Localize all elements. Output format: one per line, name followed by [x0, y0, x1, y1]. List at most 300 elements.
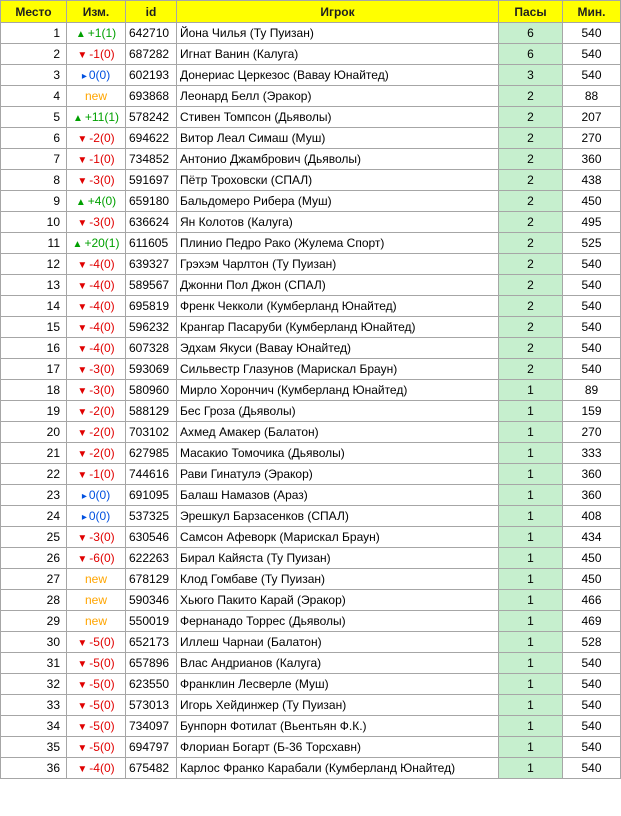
- passes-cell[interactable]: 1: [499, 548, 563, 569]
- place-cell[interactable]: 28: [1, 590, 67, 611]
- change-cell[interactable]: [67, 275, 126, 296]
- passes-cell[interactable]: 2: [499, 233, 563, 254]
- table-row: [1, 233, 621, 254]
- table-row: [1, 506, 621, 527]
- passes-cell[interactable]: 1: [499, 485, 563, 506]
- change-value: new: [84, 572, 107, 586]
- arrow-down-icon: ▼: [77, 218, 88, 229]
- change-value: +1(1): [87, 26, 117, 40]
- table-row: [1, 548, 621, 569]
- passes-cell[interactable]: 1: [499, 569, 563, 590]
- passes-cell[interactable]: 1: [499, 401, 563, 422]
- player-cell[interactable]: Карлос Франко Карабали (Кумберланд Юнайтед): [177, 758, 499, 779]
- player-cell[interactable]: Эрешкул Барзасенков (СПАЛ): [177, 506, 499, 527]
- change-cell[interactable]: [67, 653, 126, 674]
- change-cell[interactable]: [67, 317, 126, 338]
- place-cell[interactable]: 35: [1, 737, 67, 758]
- change-cell[interactable]: [67, 569, 126, 590]
- place-cell[interactable]: 25: [1, 527, 67, 548]
- change-cell[interactable]: [67, 191, 126, 212]
- change-cell[interactable]: [67, 23, 126, 44]
- place-cell[interactable]: 19: [1, 401, 67, 422]
- arrow-down-icon: ▼: [77, 764, 88, 775]
- id-cell[interactable]: 622263: [126, 548, 177, 569]
- change-cell[interactable]: [67, 611, 126, 632]
- minutes-cell[interactable]: 540: [563, 296, 621, 317]
- place-cell[interactable]: 5: [1, 107, 67, 128]
- passes-cell[interactable]: 6: [499, 23, 563, 44]
- minutes-cell[interactable]: 438: [563, 170, 621, 191]
- place-cell[interactable]: 11: [1, 233, 67, 254]
- minutes-cell[interactable]: 360: [563, 485, 621, 506]
- place-cell[interactable]: 6: [1, 128, 67, 149]
- player-cell[interactable]: Сильвестр Глазунов (Марискал Браун): [177, 359, 499, 380]
- id-cell[interactable]: 550019: [126, 611, 177, 632]
- minutes-cell[interactable]: 540: [563, 653, 621, 674]
- table-row: [1, 107, 621, 128]
- change-value: new: [84, 593, 107, 607]
- change-value: +20(1): [84, 236, 120, 250]
- passes-cell[interactable]: 2: [499, 254, 563, 275]
- table-row: [1, 65, 621, 86]
- id-cell[interactable]: 588129: [126, 401, 177, 422]
- player-cell[interactable]: Игнат Ванин (Калуга): [177, 44, 499, 65]
- table-row: [1, 737, 621, 758]
- id-cell[interactable]: 695819: [126, 296, 177, 317]
- player-cell[interactable]: Бальдомеро Рибера (Муш): [177, 191, 499, 212]
- player-cell[interactable]: Плинио Педро Рако (Жулема Спорт): [177, 233, 499, 254]
- arrow-down-icon: ▼: [77, 407, 88, 418]
- change-value: -5(0): [89, 656, 115, 670]
- player-cell[interactable]: Стивен Томпсон (Дьяволы): [177, 107, 499, 128]
- header-change[interactable]: Изм.: [67, 1, 126, 23]
- minutes-cell[interactable]: 88: [563, 86, 621, 107]
- table-row: [1, 380, 621, 401]
- change-cell[interactable]: [67, 338, 126, 359]
- place-cell[interactable]: 2: [1, 44, 67, 65]
- change-value: -2(0): [89, 446, 115, 460]
- arrow-right-icon: ▸: [81, 512, 87, 523]
- table-row: [1, 590, 621, 611]
- minutes-cell[interactable]: 360: [563, 464, 621, 485]
- arrow-down-icon: ▼: [77, 701, 88, 712]
- arrow-down-icon: ▼: [77, 743, 88, 754]
- passes-cell[interactable]: 1: [499, 737, 563, 758]
- minutes-cell[interactable]: 540: [563, 695, 621, 716]
- change-value: -5(0): [89, 635, 115, 649]
- place-cell[interactable]: 29: [1, 611, 67, 632]
- change-value: +4(0): [87, 194, 117, 208]
- change-value: -2(0): [89, 131, 115, 145]
- change-cell[interactable]: [67, 107, 126, 128]
- minutes-cell[interactable]: 333: [563, 443, 621, 464]
- minutes-cell[interactable]: 540: [563, 758, 621, 779]
- passes-cell[interactable]: 1: [499, 422, 563, 443]
- minutes-cell[interactable]: 540: [563, 359, 621, 380]
- table-row: [1, 632, 621, 653]
- header-place[interactable]: Место: [1, 1, 67, 23]
- id-cell[interactable]: 596232: [126, 317, 177, 338]
- minutes-cell[interactable]: 528: [563, 632, 621, 653]
- player-cell[interactable]: Френк Чекколи (Кумберланд Юнайтед): [177, 296, 499, 317]
- minutes-cell[interactable]: 360: [563, 149, 621, 170]
- player-cell[interactable]: Антонио Джамбрович (Дьяволы): [177, 149, 499, 170]
- arrow-down-icon: ▼: [77, 302, 88, 313]
- place-cell[interactable]: 10: [1, 212, 67, 233]
- change-cell[interactable]: [67, 695, 126, 716]
- id-cell[interactable]: 694797: [126, 737, 177, 758]
- passes-cell[interactable]: 2: [499, 338, 563, 359]
- player-cell[interactable]: Ян Колотов (Калуга): [177, 212, 499, 233]
- player-cell[interactable]: Мирло Хорончич (Кумберланд Юнайтед): [177, 380, 499, 401]
- id-cell[interactable]: 687282: [126, 44, 177, 65]
- place-cell[interactable]: 33: [1, 695, 67, 716]
- id-cell[interactable]: 607328: [126, 338, 177, 359]
- id-cell[interactable]: 693868: [126, 86, 177, 107]
- passes-cell[interactable]: 1: [499, 716, 563, 737]
- minutes-cell[interactable]: 525: [563, 233, 621, 254]
- change-value: -3(0): [89, 530, 115, 544]
- table-row: [1, 212, 621, 233]
- table-row: [1, 716, 621, 737]
- table-row: [1, 359, 621, 380]
- table-row: [1, 485, 621, 506]
- arrow-down-icon: ▼: [77, 134, 88, 145]
- minutes-cell[interactable]: 270: [563, 422, 621, 443]
- player-cell[interactable]: Клод Гомбаве (Ту Пуизан): [177, 569, 499, 590]
- change-cell[interactable]: [67, 758, 126, 779]
- change-cell[interactable]: [67, 359, 126, 380]
- table-row: [1, 527, 621, 548]
- player-cell[interactable]: Крангар Пасаруби (Кумберланд Юнайтед): [177, 317, 499, 338]
- change-cell[interactable]: [67, 170, 126, 191]
- table-row: [1, 443, 621, 464]
- id-cell[interactable]: 675482: [126, 758, 177, 779]
- table-row: [1, 149, 621, 170]
- passes-cell[interactable]: 1: [499, 380, 563, 401]
- minutes-cell[interactable]: 469: [563, 611, 621, 632]
- player-cell[interactable]: Флориан Богарт (Б-36 Торсхавн): [177, 737, 499, 758]
- id-cell[interactable]: 611605: [126, 233, 177, 254]
- id-cell[interactable]: 657896: [126, 653, 177, 674]
- change-value: new: [84, 89, 107, 103]
- change-value: -3(0): [89, 215, 115, 229]
- place-cell[interactable]: 13: [1, 275, 67, 296]
- id-cell[interactable]: 734097: [126, 716, 177, 737]
- table-row: [1, 611, 621, 632]
- change-value: -5(0): [89, 677, 115, 691]
- change-cell[interactable]: [67, 632, 126, 653]
- id-cell[interactable]: 678129: [126, 569, 177, 590]
- place-cell[interactable]: 26: [1, 548, 67, 569]
- change-cell[interactable]: [67, 506, 126, 527]
- change-value: -1(0): [89, 467, 115, 481]
- passes-cell[interactable]: 2: [499, 107, 563, 128]
- change-value: -2(0): [89, 425, 115, 439]
- player-cell[interactable]: Рави Гинатулэ (Эракор): [177, 464, 499, 485]
- id-cell[interactable]: 652173: [126, 632, 177, 653]
- player-cell[interactable]: Влас Андрианов (Калуга): [177, 653, 499, 674]
- id-cell[interactable]: 590346: [126, 590, 177, 611]
- minutes-cell[interactable]: 540: [563, 65, 621, 86]
- player-cell[interactable]: Джонни Пол Джон (СПАЛ): [177, 275, 499, 296]
- passes-cell[interactable]: 1: [499, 590, 563, 611]
- id-cell[interactable]: 744616: [126, 464, 177, 485]
- passes-cell[interactable]: 2: [499, 317, 563, 338]
- change-value: -1(0): [89, 47, 115, 61]
- place-cell[interactable]: 31: [1, 653, 67, 674]
- change-cell[interactable]: [67, 422, 126, 443]
- change-cell[interactable]: [67, 380, 126, 401]
- place-cell[interactable]: 36: [1, 758, 67, 779]
- player-cell[interactable]: Фернанадо Торрес (Дьяволы): [177, 611, 499, 632]
- change-cell[interactable]: [67, 527, 126, 548]
- change-cell[interactable]: [67, 128, 126, 149]
- id-cell[interactable]: 623550: [126, 674, 177, 695]
- arrow-down-icon: ▼: [77, 365, 88, 376]
- id-cell[interactable]: 580960: [126, 380, 177, 401]
- passes-cell[interactable]: 2: [499, 170, 563, 191]
- change-value: +11(1): [84, 110, 120, 124]
- change-value: -2(0): [89, 404, 115, 418]
- place-cell[interactable]: 14: [1, 296, 67, 317]
- player-cell[interactable]: Пётр Троховски (СПАЛ): [177, 170, 499, 191]
- minutes-cell[interactable]: 207: [563, 107, 621, 128]
- passes-cell[interactable]: 2: [499, 191, 563, 212]
- minutes-cell[interactable]: 540: [563, 254, 621, 275]
- change-cell[interactable]: [67, 674, 126, 695]
- place-cell[interactable]: 32: [1, 674, 67, 695]
- arrow-down-icon: ▼: [77, 155, 88, 166]
- arrow-up-icon: ▲: [72, 113, 83, 124]
- header-minutes[interactable]: Мин.: [563, 1, 621, 23]
- passes-cell[interactable]: 3: [499, 65, 563, 86]
- header-player[interactable]: Игрок: [177, 1, 499, 23]
- passes-cell[interactable]: 1: [499, 632, 563, 653]
- place-cell[interactable]: 20: [1, 422, 67, 443]
- place-cell[interactable]: 8: [1, 170, 67, 191]
- player-cell[interactable]: Игорь Хейдинжер (Ту Пуизан): [177, 695, 499, 716]
- table-row: [1, 170, 621, 191]
- id-cell[interactable]: 691095: [126, 485, 177, 506]
- player-cell[interactable]: Масакио Томочика (Дьяволы): [177, 443, 499, 464]
- place-cell[interactable]: 18: [1, 380, 67, 401]
- table-row: [1, 401, 621, 422]
- id-cell[interactable]: 636624: [126, 212, 177, 233]
- change-cell[interactable]: [67, 443, 126, 464]
- id-cell[interactable]: 578242: [126, 107, 177, 128]
- minutes-cell[interactable]: 450: [563, 548, 621, 569]
- passes-cell[interactable]: 2: [499, 86, 563, 107]
- id-cell[interactable]: 694622: [126, 128, 177, 149]
- passes-cell[interactable]: 1: [499, 674, 563, 695]
- player-cell[interactable]: Бирал Кайяста (Ту Пуизан): [177, 548, 499, 569]
- player-cell[interactable]: Балаш Намазов (Араз): [177, 485, 499, 506]
- table-row: [1, 569, 621, 590]
- player-cell[interactable]: Эдхам Якуси (Вавау Юнайтед): [177, 338, 499, 359]
- minutes-cell[interactable]: 450: [563, 569, 621, 590]
- header-id[interactable]: id: [126, 1, 177, 23]
- passes-cell[interactable]: 1: [499, 758, 563, 779]
- id-cell[interactable]: 630546: [126, 527, 177, 548]
- change-value: -1(0): [89, 152, 115, 166]
- passes-cell[interactable]: 2: [499, 359, 563, 380]
- player-cell[interactable]: Иллеш Чарнаи (Балатон): [177, 632, 499, 653]
- arrow-down-icon: ▼: [77, 176, 88, 187]
- change-value: 0(0): [88, 488, 111, 502]
- minutes-cell[interactable]: 540: [563, 737, 621, 758]
- arrow-down-icon: ▼: [77, 260, 88, 271]
- change-cell[interactable]: [67, 464, 126, 485]
- change-cell[interactable]: [67, 254, 126, 275]
- table-row: [1, 758, 621, 779]
- change-cell[interactable]: [67, 296, 126, 317]
- change-cell[interactable]: [67, 149, 126, 170]
- minutes-cell[interactable]: 89: [563, 380, 621, 401]
- id-cell[interactable]: 602193: [126, 65, 177, 86]
- passes-cell[interactable]: 1: [499, 653, 563, 674]
- passes-cell[interactable]: 1: [499, 611, 563, 632]
- table-row: [1, 296, 621, 317]
- place-cell[interactable]: 34: [1, 716, 67, 737]
- arrow-up-icon: ▲: [75, 197, 86, 208]
- player-cell[interactable]: Самсон Афеворк (Марискал Браун): [177, 527, 499, 548]
- place-cell[interactable]: 30: [1, 632, 67, 653]
- header-passes[interactable]: Пасы: [499, 1, 563, 23]
- player-cell[interactable]: Леонард Белл (Эракор): [177, 86, 499, 107]
- id-cell[interactable]: 591697: [126, 170, 177, 191]
- change-value: -6(0): [89, 551, 115, 565]
- change-cell[interactable]: [67, 401, 126, 422]
- passes-cell[interactable]: 2: [499, 275, 563, 296]
- change-value: new: [84, 614, 107, 628]
- minutes-cell[interactable]: 540: [563, 716, 621, 737]
- place-cell[interactable]: 21: [1, 443, 67, 464]
- player-cell[interactable]: Бес Гроза (Дьяволы): [177, 401, 499, 422]
- arrow-down-icon: ▼: [77, 281, 88, 292]
- id-cell[interactable]: 642710: [126, 23, 177, 44]
- change-cell[interactable]: [67, 737, 126, 758]
- id-cell[interactable]: 593069: [126, 359, 177, 380]
- arrow-down-icon: ▼: [77, 470, 88, 481]
- change-value: -5(0): [89, 740, 115, 754]
- id-cell[interactable]: 537325: [126, 506, 177, 527]
- place-cell[interactable]: 22: [1, 464, 67, 485]
- minutes-cell[interactable]: 540: [563, 44, 621, 65]
- arrow-down-icon: ▼: [77, 722, 88, 733]
- place-cell[interactable]: 3: [1, 65, 67, 86]
- arrow-down-icon: ▼: [77, 386, 88, 397]
- table-row: [1, 44, 621, 65]
- change-cell[interactable]: [67, 233, 126, 254]
- player-cell[interactable]: Хьюго Пакито Карай (Эракор): [177, 590, 499, 611]
- id-cell[interactable]: 659180: [126, 191, 177, 212]
- place-cell[interactable]: 17: [1, 359, 67, 380]
- arrow-up-icon: ▲: [72, 239, 83, 250]
- passes-cell[interactable]: 2: [499, 149, 563, 170]
- passes-cell[interactable]: 2: [499, 296, 563, 317]
- header-row: [1, 1, 621, 23]
- passes-cell[interactable]: 1: [499, 695, 563, 716]
- table-row: [1, 653, 621, 674]
- player-cell[interactable]: Йона Чилья (Ту Пуизан): [177, 23, 499, 44]
- place-cell[interactable]: 23: [1, 485, 67, 506]
- place-cell[interactable]: 16: [1, 338, 67, 359]
- id-cell[interactable]: 703102: [126, 422, 177, 443]
- place-cell[interactable]: 7: [1, 149, 67, 170]
- passes-cell[interactable]: 1: [499, 506, 563, 527]
- minutes-cell[interactable]: 408: [563, 506, 621, 527]
- minutes-cell[interactable]: 540: [563, 338, 621, 359]
- arrow-down-icon: ▼: [77, 533, 88, 544]
- arrow-right-icon: ▸: [81, 491, 87, 502]
- table-row: [1, 23, 621, 44]
- player-cell[interactable]: Бунпорн Фотилат (Вьентьян Ф.К.): [177, 716, 499, 737]
- id-cell[interactable]: 589567: [126, 275, 177, 296]
- minutes-cell[interactable]: 495: [563, 212, 621, 233]
- player-cell[interactable]: Франклин Лесверле (Муш): [177, 674, 499, 695]
- minutes-cell[interactable]: 159: [563, 401, 621, 422]
- change-cell[interactable]: [67, 590, 126, 611]
- passes-cell[interactable]: 1: [499, 464, 563, 485]
- minutes-cell[interactable]: 540: [563, 317, 621, 338]
- change-cell[interactable]: [67, 65, 126, 86]
- change-value: -5(0): [89, 719, 115, 733]
- place-cell[interactable]: 27: [1, 569, 67, 590]
- place-cell[interactable]: 1: [1, 23, 67, 44]
- player-cell[interactable]: Донериас Церкезос (Вавау Юнайтед): [177, 65, 499, 86]
- change-cell[interactable]: [67, 485, 126, 506]
- change-cell[interactable]: [67, 86, 126, 107]
- id-cell[interactable]: 573013: [126, 695, 177, 716]
- player-cell[interactable]: Ахмед Амакер (Балатон): [177, 422, 499, 443]
- place-cell[interactable]: 9: [1, 191, 67, 212]
- arrow-down-icon: ▼: [77, 428, 88, 439]
- minutes-cell[interactable]: 540: [563, 275, 621, 296]
- passes-cell[interactable]: 1: [499, 443, 563, 464]
- minutes-cell[interactable]: 270: [563, 128, 621, 149]
- id-cell[interactable]: 639327: [126, 254, 177, 275]
- place-cell[interactable]: 4: [1, 86, 67, 107]
- player-cell[interactable]: Грэхэм Чарлтон (Ту Пуизан): [177, 254, 499, 275]
- passes-cell[interactable]: 2: [499, 128, 563, 149]
- arrow-down-icon: ▼: [77, 680, 88, 691]
- minutes-cell[interactable]: 450: [563, 191, 621, 212]
- change-cell[interactable]: [67, 44, 126, 65]
- id-cell[interactable]: 627985: [126, 443, 177, 464]
- minutes-cell[interactable]: 434: [563, 527, 621, 548]
- change-cell[interactable]: [67, 716, 126, 737]
- passes-cell[interactable]: 6: [499, 44, 563, 65]
- player-cell[interactable]: Витор Леал Симаш (Муш): [177, 128, 499, 149]
- minutes-cell[interactable]: 540: [563, 23, 621, 44]
- change-value: -4(0): [89, 299, 115, 313]
- minutes-cell[interactable]: 466: [563, 590, 621, 611]
- passes-cell[interactable]: 2: [499, 212, 563, 233]
- place-cell[interactable]: 24: [1, 506, 67, 527]
- place-cell[interactable]: 12: [1, 254, 67, 275]
- passes-cell[interactable]: 1: [499, 527, 563, 548]
- table-row: [1, 422, 621, 443]
- minutes-cell[interactable]: 540: [563, 674, 621, 695]
- place-cell[interactable]: 15: [1, 317, 67, 338]
- change-value: -3(0): [89, 173, 115, 187]
- arrow-down-icon: ▼: [77, 554, 88, 565]
- change-cell[interactable]: [67, 212, 126, 233]
- id-cell[interactable]: 734852: [126, 149, 177, 170]
- change-cell[interactable]: [67, 548, 126, 569]
- table-row: [1, 464, 621, 485]
